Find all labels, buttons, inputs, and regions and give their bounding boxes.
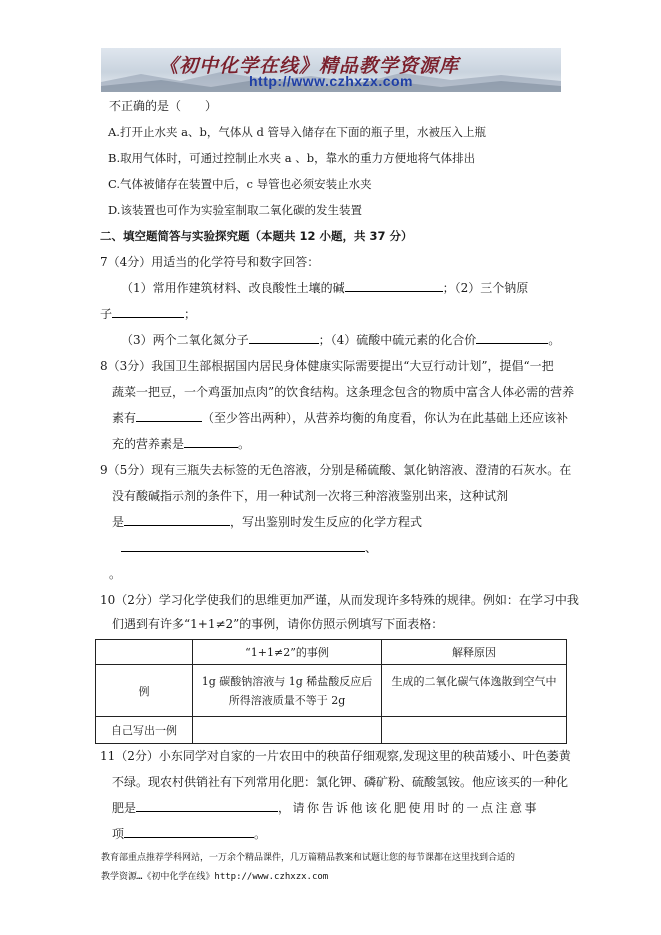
q8-part4: 。 [238, 437, 251, 451]
header-banner [101, 48, 561, 92]
q9-part1: 是 [112, 515, 125, 529]
q9-part3: 、 [365, 541, 378, 555]
table-header-cell: “1+1≠2”的事例 [193, 640, 382, 665]
q7-line1 [121, 279, 528, 297]
q8-line1: 8（3分）我国卫生部根据国内居民身体健康实际需要提出“大豆行动计划”，提倡“一把 [100, 359, 554, 373]
table-header-cell: 解释原因 [382, 640, 567, 665]
q8-part2: （至少答出两种），从营养均衡的角度看，你认为在此基础上还应该补 [202, 411, 569, 425]
example-case-line: 所得溶液质量不等于 2g [228, 693, 346, 707]
q7-part5-end: 。 [548, 333, 561, 347]
answer-blank[interactable] [184, 435, 238, 448]
q6-stem-end: 不正确的是（ ） [109, 99, 218, 113]
own-example-label: 自己写出一例 [96, 717, 193, 744]
q11-part4: 。 [254, 827, 267, 841]
q7-part4: （3）两个二氧化氮分子 [121, 333, 249, 347]
answer-blank[interactable] [136, 799, 278, 812]
q11-part2: ，请你告诉他该化肥使用时的一点注意事 [278, 801, 540, 815]
table-header-cell [96, 640, 193, 665]
answer-blank[interactable] [476, 331, 548, 344]
answer-blank[interactable] [124, 513, 230, 526]
q11-part3: 项 [112, 827, 125, 841]
footer-line2: 教学资源…《初中化学在线》http://www.czhxzx.com [101, 872, 329, 882]
q8-part3: 充的营养素是 [112, 437, 185, 451]
banner-title: 《初中化学在线》精品教学资源库 [159, 55, 460, 77]
q10-line2: 们遇到有许多“1+1≠2”的事例，请你仿照示例填写下面表格： [112, 617, 444, 631]
table-row [96, 717, 567, 744]
answer-blank[interactable] [249, 331, 319, 344]
q7-stem: 7（4分）用适当的化学符号和数字回答： [100, 255, 320, 269]
q11-line4 [112, 825, 266, 843]
banner-url[interactable]: http://www.czhxzx.com [249, 73, 413, 89]
q7-line2 [100, 305, 196, 323]
q11-line1: 11（2分）小东同学对自家的一片农田中的秧苗仔细观察,发现这里的秧苗矮小、叶色萎黄 [100, 749, 571, 763]
table-header-row [96, 640, 567, 665]
q9-part2: ，写出鉴别时发生反应的化学方程式 [230, 515, 423, 529]
example-label: 例 [96, 665, 193, 717]
q11-line3 [112, 799, 539, 817]
q9-line5: 。 [109, 567, 122, 581]
q6-option-d: D.该装置也可作为实验室制取二氧化碳的发生装置 [108, 203, 362, 217]
example-case [193, 665, 382, 717]
answer-blank[interactable] [121, 539, 365, 552]
q6-option-b: B.取用气体时，可通过控制止水夹 a 、b，靠水的重力方便地将气体排出 [108, 151, 476, 165]
section-title: 二、填空题简答与实验探究题（本题共 12 小题，共 37 分） [100, 229, 413, 243]
q11-line2: 不绿。现农村供销社有下列常用化肥：氯化钾、磷矿粉、硫酸氢铵。他应该买的一种化 [112, 775, 569, 789]
example-table [95, 639, 567, 744]
q8-line4 [112, 435, 250, 453]
footer-line1: 教育部重点推荐学科网站，一万余个精品课件，几万篇精品教案和试题让您的每节课都在这里找到合适的 [101, 853, 516, 863]
q8-line2: 蔬菜一把豆，一个鸡蛋加点肉”的饮食结构。这条理念包含的物质中富含人体必需的营养 [112, 385, 575, 399]
answer-blank[interactable] [124, 825, 254, 838]
q8-part1: 素有 [112, 411, 137, 425]
q6-option-a: A.打开止水夹 a、b，气体从 d 管导入储存在下面的瓶子里，水被压入上瓶 [108, 125, 487, 139]
q7-part3-end: ； [184, 307, 197, 321]
q6-option-c: C.气体被储存在装置中后，c 导管也必须安装止水夹 [108, 177, 372, 191]
q9-line3 [112, 513, 422, 531]
q11-part1: 肥是 [112, 801, 137, 815]
q7-part1: （1）常用作建筑材料、改良酸性土壤的碱 [121, 281, 345, 295]
q7-part2: ；（2）三个钠原 [442, 281, 529, 295]
answer-blank[interactable] [136, 409, 202, 422]
q10-line1: 10（2分）学习化学使我们的思维更加严谨，从而发现许多特殊的规律。例如：在学习中我 [100, 593, 579, 607]
example-reason: 生成的二氧化碳气体逸散到空气中 [382, 665, 567, 717]
q7-part3: 子 [100, 307, 113, 321]
q9-line2: 没有酸碱指示剂的条件下，用一种试剂一次将三种溶液鉴别出来，这种试剂 [112, 489, 509, 503]
table-row [96, 665, 567, 717]
q7-part5: ；（4）硫酸中硫元素的化合价 [318, 333, 477, 347]
own-example-case[interactable] [193, 717, 382, 744]
example-case-line: 1g 碳酸钠溶液与 1g 稀盐酸反应后 [201, 674, 373, 688]
q7-line3 [121, 331, 560, 349]
q9-line1: 9（5分）现有三瓶失去标签的无色溶液，分别是稀硫酸、氯化钠溶液、澄清的石灰水。在 [100, 463, 572, 477]
q9-line4 [121, 539, 377, 557]
own-example-reason[interactable] [382, 717, 567, 744]
answer-blank[interactable] [112, 305, 184, 318]
q8-line3 [112, 409, 568, 427]
answer-blank[interactable] [345, 279, 443, 292]
